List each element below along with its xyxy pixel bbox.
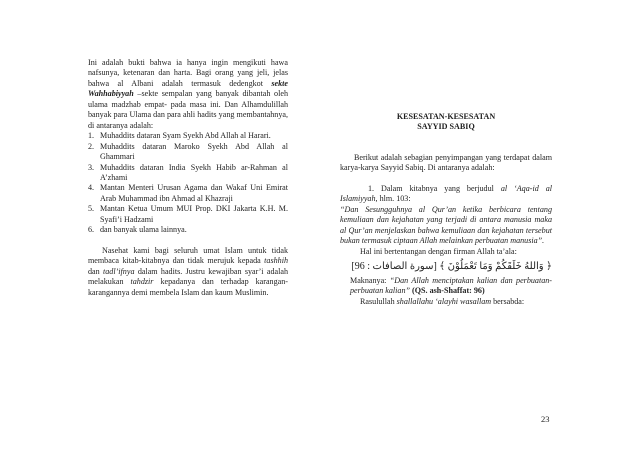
page-number: 23 (541, 414, 550, 424)
term-tahdzir: tahdzir (130, 277, 154, 287)
rasul-line (340, 297, 552, 307)
term-tashhih: tashhih (264, 256, 288, 266)
list-item (88, 183, 288, 204)
firman-line: Hal ini bertentangan dengan firman Allah ta’ala: (360, 246, 517, 256)
list-number: 1. (88, 131, 95, 141)
list-item (88, 225, 288, 235)
text: dalam hadits. Justru kewajiban syar’i adalah melakukan (88, 266, 288, 287)
text: , hlm. 103: (375, 194, 411, 204)
list-text: Mantan Menteri Urusan Agama dan Wakaf Uni Emirat Arab Muhammad ibn Ahmad al Khazraji (100, 183, 288, 203)
text: dan (88, 266, 104, 276)
sekte-term: sekte Wahhabiyyah (88, 78, 288, 99)
text: Nasehat kami bagi seluruh umat Islam untuk tidak membaca kitab-kitabnya dan tidak merujuk kepada (88, 245, 288, 266)
makna-text: “Dan Allah menciptakan kalian dan perbuatan-perbuatan kalian” (350, 275, 553, 296)
text: 1. Dalam kitabnya yang berjudul (368, 183, 501, 193)
book-title: al ‘Aqa-id al Islamiyyah (340, 183, 552, 204)
text: –sekte sempalan yang banyak dibantah oleh ulama madzhab empat- pada masa ini. Dan Alhamdulillah banyak para Ulama dan para ahli hadits yang membantahnya, di antaranya adalah: (88, 89, 288, 130)
text: Rasulullah (360, 296, 397, 306)
left-paragraph-2 (88, 246, 288, 298)
list-item (88, 163, 288, 184)
list-text: Muhaddits dataran India Syekh Habib ar-Rahman al A’zhami (100, 162, 288, 182)
list-number: 3. (88, 162, 95, 172)
scholar-list (88, 131, 288, 236)
list-text: Muhaddits dataran Maroko Syekh Abd Allah al Ghammari (100, 141, 288, 162)
intro-paragraph: Berikut adalah sebagian penyimpangan yang terdapat dalam karya-karya Sayyid Sabiq. Di antaranya adalah: (340, 152, 552, 173)
makna-ref: (QS. ash-Shaffat: 96) (410, 286, 485, 296)
list-item (88, 131, 288, 141)
makna (340, 276, 552, 297)
list-text: Mantan Ketua Umum MUI Prop. DKI Jakarta K.H. M. Syafi’i Hadzami (100, 204, 288, 224)
left-column (88, 58, 288, 298)
text: kepadanya dan terhadap karangan-karangannya demi membela Islam dan kaum Muslimin. (88, 277, 288, 297)
arabic-verse: ﴿ وَاللهُ خَلَقَكُمْ وَمَا تَعْمَلُوْنَ ﴾ [سورة الصافات : 96] (351, 260, 552, 272)
point-1 (340, 184, 552, 205)
title-line-2: SAYYID SABIQ (417, 122, 475, 132)
section-title (340, 112, 552, 133)
term-tadhif: tadl’ifnya (103, 266, 135, 276)
salawat: shallallahu ‘alayhi wasallam (396, 296, 492, 306)
text: bersabda: (491, 296, 525, 306)
quote: “Dan Sesungguhnya al Qur’an ketika berbicara tentang kemuliaan dan kejahatan yang terjadi di antara manusia maka al Qur’an menjelaskan bahwa kemuliaan dan kejahatan tersebut bukan termasuk ciptaan Allah melainkan perbuatan manusia”. (340, 204, 552, 246)
list-item (88, 204, 288, 225)
list-number: 2. (88, 141, 95, 151)
list-number: 4. (88, 183, 95, 193)
text: Ini adalah bukti bahwa ia hanya ingin mengikuti hawa nafsunya, ketenaran dan harta. Bagi orang yang jeli, jelas bahwa al Albani adalah termasuk dedengkot (88, 58, 288, 88)
makna-label: Maknanya: (350, 275, 390, 285)
list-item (88, 142, 288, 163)
right-column (340, 112, 552, 307)
list-text: Muhaddits dataran Syam Syekh Abd Allah al Harari. (100, 131, 271, 141)
title-line-1: KESESATAN-KESESATAN (396, 112, 496, 121)
list-number: 5. (88, 204, 95, 214)
list-number: 6. (88, 225, 95, 235)
list-text: dan banyak ulama lainnya. (100, 225, 187, 235)
left-paragraph-1 (88, 58, 288, 131)
